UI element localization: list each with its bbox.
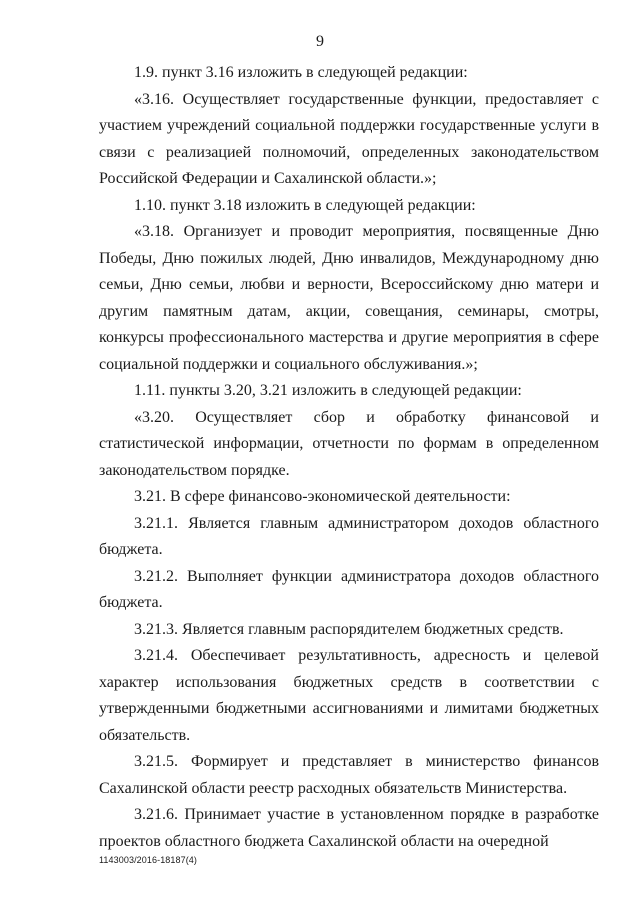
paragraph-3-21-1: 3.21.1. Является главным администратором доходов областного бюджета. (99, 514, 599, 558)
paragraph-1-11: 1.11. пункты 3.20, 3.21 изложить в следующей редакции: (134, 382, 522, 399)
paragraph-3-18: «3.18. Организует и проводит мероприятия, посвященные Дню Победы, Дню пожилых людей, Дню инвалидов, Международному дню семьи, Дню семьи, любви и верности, Всероссийскому дню матери и другим памятным датам, акции, совещания, семинары, смотры, конкурсы профессионального мастерства и другие мероприятия в сфере социальной поддержки и социального обслуживания.»; (99, 223, 599, 373)
document-code: 1143003/2016-18187(4) (99, 855, 198, 865)
paragraph-3-21-4: 3.21.4. Обеспечивает результативность, адресность и целевой характер использования бюджетных средств в соответствии с утвержденными бюджетными ассигнованиями и лимитами бюджетных обязательств. (99, 647, 599, 744)
paragraph-3-20: «3.20. Осуществляет сбор и обработку финансовой и статистической информации, отчетности по формам в определенном законодательством порядке. (99, 408, 599, 479)
paragraph-3-16: «3.16. Осуществляет государственные функции, предоставляет с участием учреждений социальной поддержки государственные услуги в связи с реализацией полномочий, определенных законодательством Российской Федерации и Сахалинской области.»; (99, 90, 599, 187)
paragraph-3-21-5: 3.21.5. Формирует и представляет в министерство финансов Сахалинской области реестр расходных обязательств Министерства. (99, 753, 599, 797)
paragraph-3-21-3: 3.21.3. Является главным распорядителем бюджетных средств. (134, 620, 564, 638)
paragraph-3-21: 3.21. В сфере финансово-экономической деятельности: (134, 488, 511, 505)
paragraph-3-21-2: 3.21.2. Выполняет функции администратора доходов областного бюджета. (99, 567, 599, 611)
paragraph-3-21-6: 3.21.6. Принимает участие в установленном порядке в разработке проектов областного бюджета Сахалинской области на очередной (99, 806, 599, 850)
paragraph-1-9: 1.9. пункт 3.16 изложить в следующей редакции: (134, 64, 468, 81)
page-number: 9 (316, 33, 324, 50)
document-body (99, 60, 599, 855)
paragraph-1-10: 1.10. пункт 3.18 изложить в следующей редакции: (134, 196, 476, 214)
